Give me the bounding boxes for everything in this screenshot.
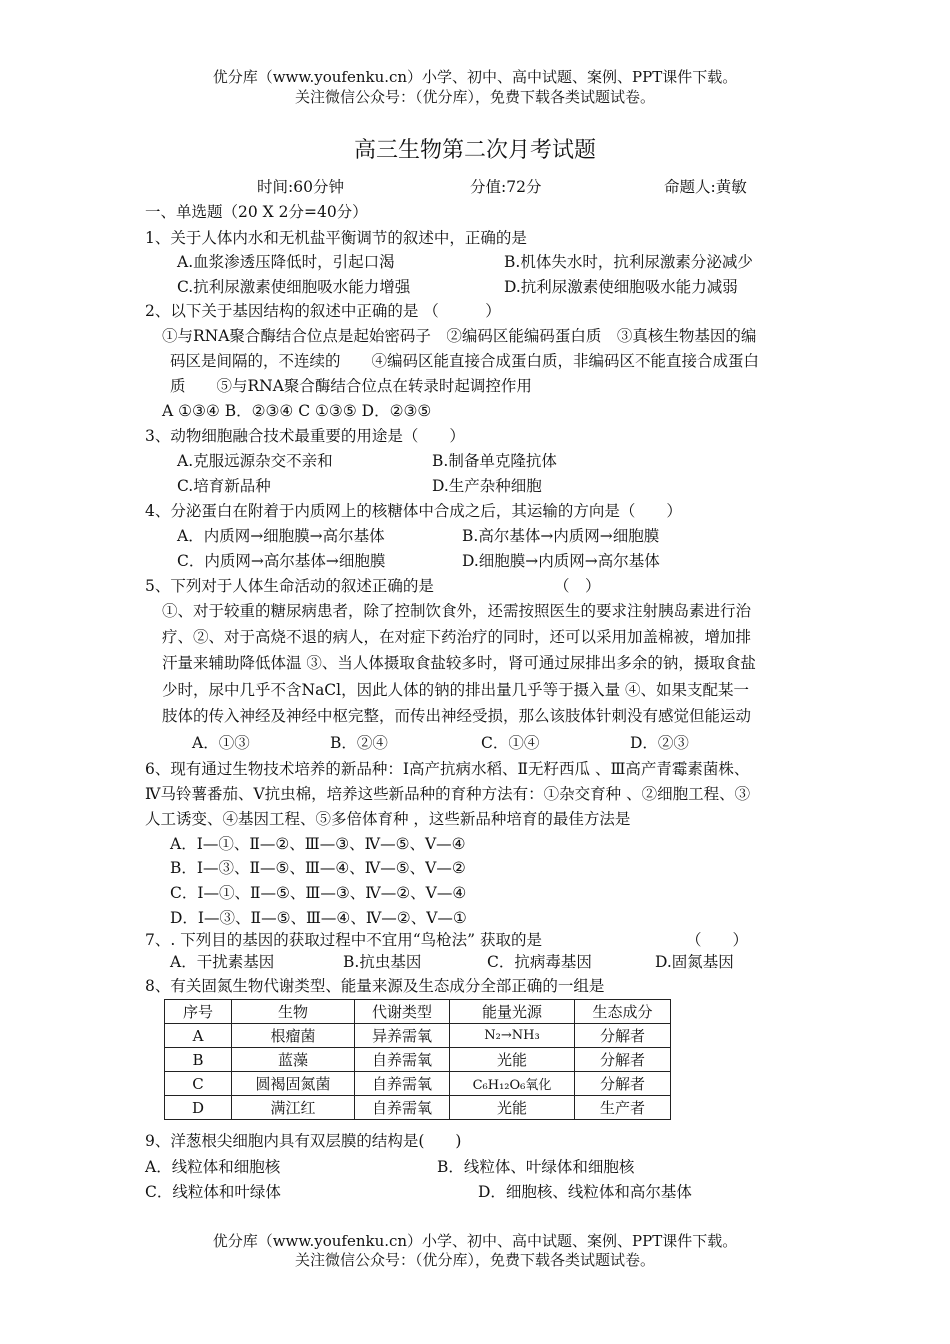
q4-stem: 4、分泌蛋白在附着于内质网上的核糖体中合成之后，其运输的方向是（ ） — [145, 502, 682, 520]
table-cell: C₆H₁₂O₆氧化 — [450, 1072, 575, 1096]
q2-line-1: ①与RNA聚合酶结合位点是起始密码子 ②编码区能编码蛋白质 ③真核生物基因的编 — [162, 327, 757, 345]
exam-time: 时间:60分钟 — [257, 178, 344, 196]
table-cell: 光能 — [450, 1096, 575, 1120]
exam-score: 分值:72分 — [470, 178, 542, 196]
q5-option-a: A．①③ — [192, 734, 250, 752]
q5-answer-paren: （ ） — [554, 577, 601, 595]
q3-option-c: C.培育新品种 — [177, 477, 271, 495]
table-cell: C — [165, 1072, 232, 1096]
q4-option-b: B.高尔基体→内质网→细胞膜 — [462, 527, 660, 545]
table-row — [165, 1024, 671, 1048]
q9-option-c: C．线粒体和叶绿体 — [145, 1183, 281, 1201]
table-cell: B — [165, 1048, 232, 1072]
q5-stem: 5、下列对于人体生命活动的叙述正确的是 — [145, 577, 434, 595]
q6-option-c: C．Ⅰ—①、Ⅱ—⑤、Ⅲ—③、Ⅳ—②、Ⅴ—④ — [170, 884, 467, 902]
q5-option-b: B．②④ — [330, 734, 388, 752]
q2-options: A ①③④ B．②③④ C ①③⑤ D．②③⑤ — [162, 402, 432, 420]
header-line-2: 关注微信公众号：（优分库），免费下载各类试题试卷。 — [294, 88, 655, 106]
q6-option-d: D．Ⅰ—③、Ⅱ—⑤、Ⅲ—④、Ⅳ—②、Ⅴ—① — [170, 909, 467, 927]
table-header-row — [165, 1000, 671, 1024]
table-cell: 满江红 — [232, 1096, 355, 1120]
exam-author: 命题人:黄敏 — [664, 178, 747, 196]
q9-option-a: A．线粒体和细胞核 — [145, 1158, 281, 1176]
q8-stem: 8、有关固氮生物代谢类型、能量来源及生态成分全部正确的一组是 — [145, 977, 605, 995]
q6-line-1: 6、现有通过生物技术培养的新品种：Ⅰ高产抗病水稻、Ⅱ无籽西瓜 、Ⅲ高产青霉素菌株、 — [145, 760, 750, 778]
q3-option-d: D.生产杂种细胞 — [432, 477, 542, 495]
table-cell: 生产者 — [575, 1096, 671, 1120]
q5-line-1: ①、对于较重的糖尿病患者，除了控制饮食外，还需按照医生的要求注射胰岛素进行治 — [162, 602, 752, 620]
q2-stem: 2、以下关于基因结构的叙述中正确的是 （ ） — [145, 302, 501, 320]
table-row — [165, 1048, 671, 1072]
q9-option-d: D．细胞核、线粒体和高尔基体 — [478, 1183, 692, 1201]
section-heading: 一、单选题（20 X 2分=40分） — [145, 203, 368, 221]
table-cell: A — [165, 1024, 232, 1048]
q6-line-3: 人工诱变、④基因工程、⑤多倍体育种 ，这些新品种培育的最佳方法是 — [145, 810, 631, 828]
q6-option-a: A．Ⅰ—①、Ⅱ—②、Ⅲ—③、Ⅳ—⑤、Ⅴ—④ — [170, 835, 466, 853]
q7-option-d: D.固氮基因 — [655, 953, 734, 971]
q1-option-d: D.抗利尿激素使细胞吸水能力减弱 — [504, 278, 738, 296]
q7-option-b: B.抗虫基因 — [343, 953, 422, 971]
q2-line-2: 码区是间隔的，不连续的 ④编码区能直接合成蛋白质，非编码区不能直接合成蛋白 — [170, 352, 760, 370]
q5-line-5: 肢体的传入神经及神经中枢完整，而传出神经受损，那么该肢体针刺没有感觉但能运动 — [162, 707, 752, 725]
table-row — [165, 1096, 671, 1120]
q4-option-a: A．内质网→细胞膜→高尔基体 — [177, 527, 385, 545]
q7-option-c: C．抗病毒基因 — [487, 953, 592, 971]
q6-option-b: B．Ⅰ—③、Ⅱ—⑤、Ⅲ—④、Ⅳ—⑤、Ⅴ—② — [170, 859, 466, 877]
q7-answer-paren: （ ） — [686, 931, 749, 949]
table-cell: 蓝藻 — [232, 1048, 355, 1072]
q5-line-2: 疗、②、对于高烧不退的病人，在对症下药治疗的同时，还可以采用加盖棉被，增加排 — [162, 628, 752, 646]
table-cell: 圆褐固氮菌 — [232, 1072, 355, 1096]
table-cell: 根瘤菌 — [232, 1024, 355, 1048]
q9-option-b: B．线粒体、叶绿体和细胞核 — [437, 1158, 635, 1176]
table-cell: D — [165, 1096, 232, 1120]
footer-line-1: 优分库（www.youfenku.cn）小学、初中、高中试题、案例、PPT课件下载。 — [212, 1232, 738, 1250]
q1-option-b: B.机体失水时，抗利尿激素分泌减少 — [504, 253, 753, 271]
q1-option-a: A.血浆渗透压降低时，引起口渴 — [177, 253, 395, 271]
q5-option-c: C．①④ — [481, 734, 540, 752]
footer-line-2: 关注微信公众号：（优分库），免费下载各类试题试卷。 — [294, 1251, 655, 1269]
q3-option-b: B.制备单克隆抗体 — [432, 452, 557, 470]
q7-stem: 7、. 下列目的基因的获取过程中不宜用“鸟枪法” 获取的是 — [145, 931, 542, 949]
q6-line-2: Ⅳ马铃薯番茄、Ⅴ抗虫棉，培养这些新品种的育种方法有：①杂交育种 、②细胞工程、③ — [145, 785, 751, 803]
q4-option-c: C．内质网→高尔基体→细胞膜 — [177, 552, 386, 570]
table-cell: 自养需氧 — [355, 1096, 450, 1120]
q1-stem: 1、关于人体内水和无机盐平衡调节的叙述中，正确的是 — [145, 229, 527, 247]
table-cell: 分解者 — [575, 1072, 671, 1096]
table-header-cell: 代谢类型 — [355, 1000, 450, 1024]
table-header-cell: 能量光源 — [450, 1000, 575, 1024]
q5-option-d: D．②③ — [630, 734, 689, 752]
table-header-cell: 生态成分 — [575, 1000, 671, 1024]
table-cell: 分解者 — [575, 1024, 671, 1048]
q3-stem: 3、动物细胞融合技术最重要的用途是（ ） — [145, 427, 465, 445]
q8-table — [164, 999, 671, 1120]
table-header-cell: 序号 — [165, 1000, 232, 1024]
table-cell: 光能 — [450, 1048, 575, 1072]
table-cell: 自养需氧 — [355, 1072, 450, 1096]
table-row — [165, 1072, 671, 1096]
table-cell: N₂→NH₃ — [450, 1024, 575, 1048]
q7-option-a: A．干扰素基因 — [170, 953, 275, 971]
table-cell: 分解者 — [575, 1048, 671, 1072]
q2-line-3: 质 ⑤与RNA聚合酶结合位点在转录时起调控作用 — [170, 377, 532, 395]
table-cell: 自养需氧 — [355, 1048, 450, 1072]
exam-title: 高三生物第二次月考试题 — [353, 138, 596, 163]
q3-option-a: A.克服远源杂交不亲和 — [177, 452, 333, 470]
table-cell: 异养需氧 — [355, 1024, 450, 1048]
q4-option-d: D.细胞膜→内质网→高尔基体 — [462, 552, 660, 570]
q5-line-4: 少时，尿中几乎不含NaCl，因此人体的钠的排出量几乎等于摄入量 ④、如果支配某一 — [162, 681, 750, 699]
header-line-1: 优分库（www.youfenku.cn）小学、初中、高中试题、案例、PPT课件下载。 — [212, 68, 738, 86]
q1-option-c: C.抗利尿激素使细胞吸水能力增强 — [177, 278, 411, 296]
q9-stem: 9、洋葱根尖细胞内具有双层膜的结构是( ) — [145, 1132, 462, 1150]
q5-line-3: 汗量来辅助降低体温 ③、当人体摄取食盐较多时，肾可通过尿排出多余的钠，摄取食盐 — [162, 654, 756, 672]
table-header-cell: 生物 — [232, 1000, 355, 1024]
